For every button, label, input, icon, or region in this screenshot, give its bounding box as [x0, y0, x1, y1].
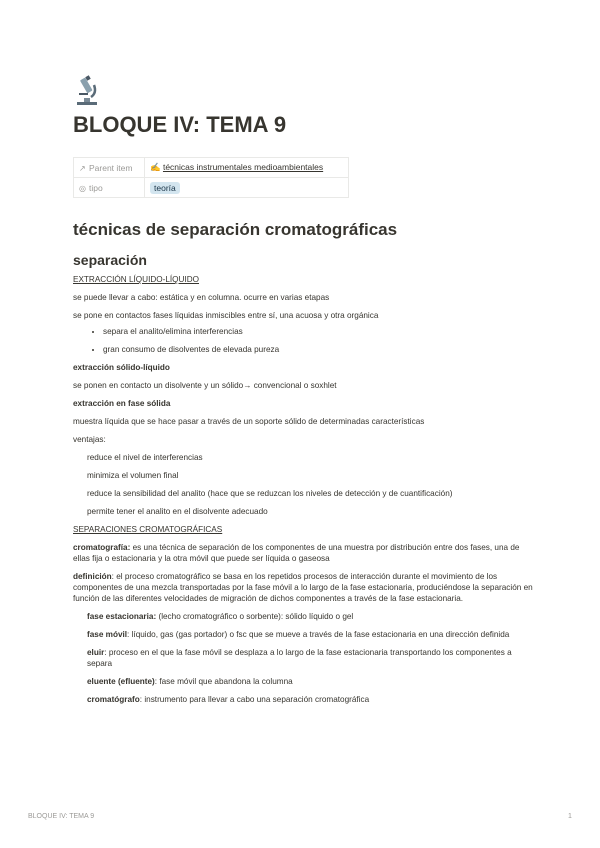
ventaja-item: reduce el nivel de interferencias	[87, 453, 203, 462]
ext-sl-heading: extracción sólido-líquido	[73, 363, 170, 372]
writing-hand-icon: ✍	[150, 162, 161, 172]
microscope-icon	[73, 75, 101, 107]
sep-crom-heading: SEPARACIONES CROMATOGRÁFICAS	[73, 525, 223, 534]
page-title: BLOQUE IV: TEMA 9	[73, 112, 287, 137]
content-body	[73, 274, 533, 705]
footer-title: BLOQUE IV: TEMA 9	[28, 813, 95, 820]
ext-ll-heading: EXTRACCIÓN LÍQUIDO-LÍQUIDO	[73, 275, 200, 284]
term-text: (lecho cromatográfico o sorbente): sólido líquido o gel	[156, 612, 354, 621]
paragraph: se ponen en contacto un disolvente y un sólido→ convencional o soxhlet	[73, 381, 337, 390]
property-key: Parent item	[89, 162, 133, 173]
term-paragraph	[73, 611, 533, 622]
term: eluente (efluente)	[87, 677, 155, 686]
properties-table	[73, 157, 349, 198]
term-paragraph	[73, 647, 533, 669]
ventaja-item: reduce la sensibilidad del analito (hace que se reduzcan los niveles de detección y de cuantificación)	[87, 489, 453, 498]
term-text: : fase móvil que abandona la columna	[154, 677, 293, 686]
property-key: tipo	[89, 182, 103, 193]
paragraph: se puede llevar a cabo: estática y en columna. ocurre en varias etapas	[73, 293, 330, 302]
property-row-parent-item	[74, 158, 349, 178]
ventaja-item: permite tener el analito en el disolvente adecuado	[87, 507, 268, 516]
term: fase estacionaria:	[87, 612, 157, 621]
section-heading: técnicas de separación cromatográficas	[73, 220, 398, 239]
term-paragraph	[73, 629, 533, 640]
arrow-up-right-icon: ↗	[79, 163, 86, 173]
term-paragraph	[73, 694, 533, 705]
term: cromatografía:	[73, 543, 131, 552]
parent-item-link[interactable]: técnicas instrumentales medioambientales	[162, 162, 324, 172]
target-icon: ◎	[79, 183, 86, 193]
term: cromatógrafo	[87, 695, 140, 704]
term-paragraph	[73, 676, 533, 687]
term-text: : el proceso cromatográfico se basa en los repetidos procesos de interacción durante el movimiento de los componentes de una mezcla transportadas por la fase móvil a lo largo de la fase estacionaria, produciéndose la separación en función de las diferentes velocidades de migración de dichos componentes a través de la fase estacionaria.	[73, 572, 533, 603]
paragraph: muestra líquida que se hace pasar a través de un soporte sólido de determinadas características	[73, 417, 425, 426]
document-page	[73, 75, 533, 705]
term-text: es una técnica de separación de los componentes de una muestra por distribución entre dos fases, una de ellas fija o estacionaria y la otra móvil que puede ser líquida o gaseosa	[73, 543, 520, 563]
list-item: • gran consumo de disolventes de elevada pureza	[103, 344, 533, 355]
term-text: : proceso en el que la fase móvil se desplaza a lo largo de la fase estacionaria transportando los componentes a separa	[87, 648, 512, 668]
ext-fs-heading: extracción en fase sólida	[73, 399, 171, 408]
footer-page-number: 1	[568, 813, 572, 820]
term: fase móvil	[87, 630, 128, 639]
definicion-paragraph	[73, 571, 533, 604]
bullet-list	[73, 326, 533, 355]
property-row-tipo	[74, 178, 349, 198]
term-text: : líquido, gas (gas portador) o fsc que se mueve a través de la fase estacionaria en una dirección definida	[127, 630, 510, 639]
term: eluir	[87, 648, 105, 657]
subsection-heading: separación	[73, 252, 147, 268]
term-text: : instrumento para llevar a cabo una separación cromatográfica	[139, 695, 370, 704]
list-item: • separa el analito/elimina interferencias	[103, 326, 533, 337]
ventajas-label: ventajas:	[73, 435, 106, 444]
paragraph: se pone en contactos fases líquidas inmiscibles entre sí, una acuosa y otra orgánica	[73, 311, 379, 320]
term: definición	[73, 572, 112, 581]
tipo-tag: teoría	[150, 182, 180, 194]
cromatografia-paragraph	[73, 542, 533, 564]
ventaja-item: minimiza el volumen final	[87, 471, 179, 480]
